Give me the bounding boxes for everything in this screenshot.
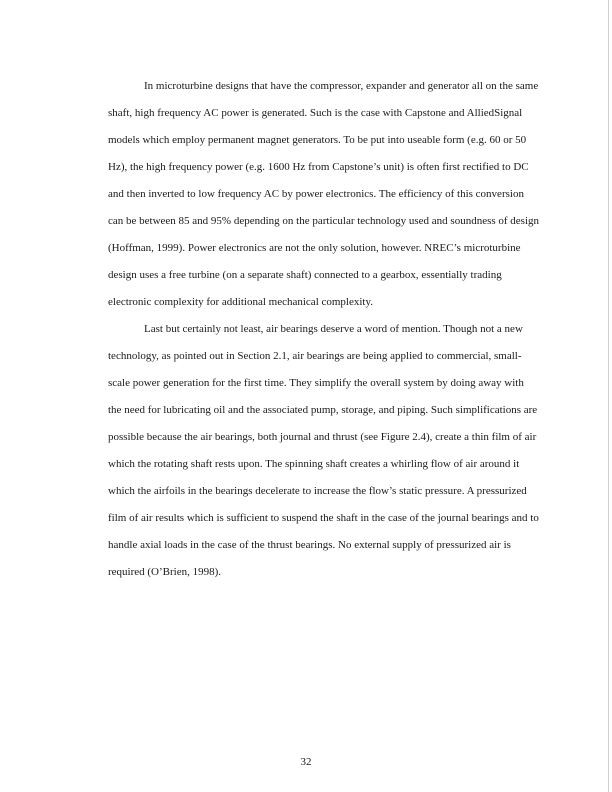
scan-edge-divider [608,0,609,792]
text-line: scale power generation for the first time. They simplify the overall system by doing away with [108,377,524,389]
text-line: required (O’Brien, 1998). [108,566,222,578]
text-line: shaft, high frequency AC power is generated. Such is the case with Capstone and AlliedSignal [108,107,523,119]
text-line: handle axial loads in the case of the thrust bearings. No external supply of pressurized air is [108,539,511,551]
text-line: the need for lubricating oil and the associated pump, storage, and piping. Such simplifications are [108,404,538,416]
text-line: models which employ permanent magnet generators. To be put into useable form (e.g. 60 or 50 [108,134,527,146]
text-line: and then inverted to low frequency AC by power electronics. The efficiency of this conversion [108,188,524,200]
text-line: which the rotating shaft rests upon. The spinning shaft creates a whirling flow of air around it [108,458,520,470]
text-line: which the airfoils in the bearings decelerate to increase the flow’s static pressure. A pressurized [108,485,527,497]
text-line: Last but certainly not least, air bearings deserve a word of mention. Though not a new [144,323,523,335]
text-line: possible because the air bearings, both journal and thrust (see Figure 2.4), create a thin film of air [108,431,537,443]
text-line: design uses a free turbine (on a separate shaft) connected to a gearbox, essentially trading [108,269,502,281]
text-line: Hz), the high frequency power (e.g. 1600 Hz from Capstone’s unit) is often first rectified to DC [108,161,529,173]
page-number: 32 [300,756,312,768]
text-line: can be between 85 and 95% depending on the particular technology used and soundness of design [108,215,540,227]
text-line: film of air results which is sufficient to suspend the shaft in the case of the journal bearings and to [108,512,539,524]
text-line: technology, as pointed out in Section 2.1, air bearings are being applied to commercial, small- [108,350,522,362]
text-line: In microturbine designs that have the compressor, expander and generator all on the same [144,80,539,92]
text-line: electronic complexity for additional mechanical complexity. [108,296,374,308]
text-line: (Hoffman, 1999). Power electronics are not the only solution, however. NREC’s microturbine [108,242,521,254]
